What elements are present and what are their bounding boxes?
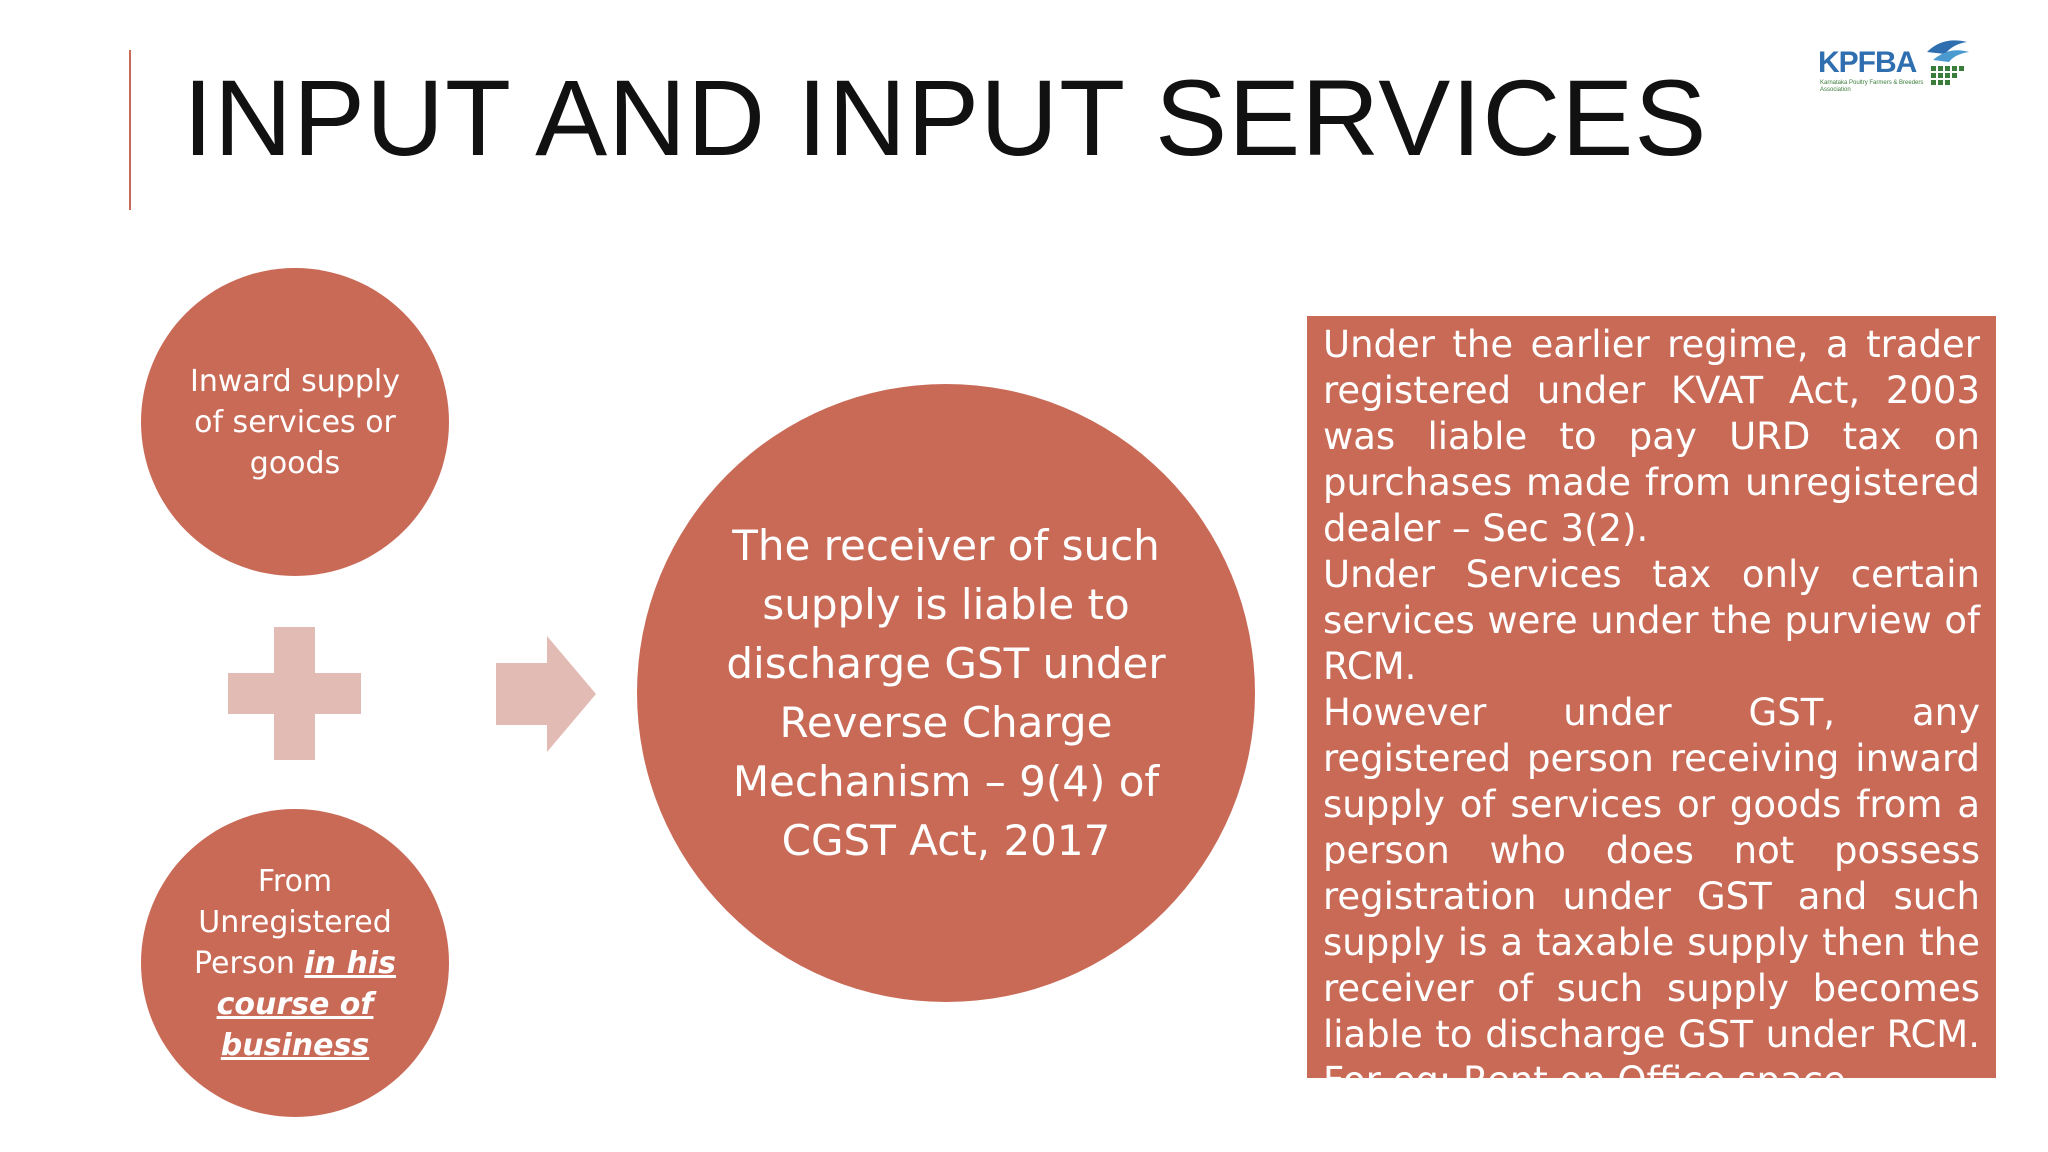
kpfba-logo <box>1818 34 1968 104</box>
inward-supply-circle <box>141 268 449 576</box>
title-accent-line <box>129 50 131 210</box>
logo-subtext: Karnataka Poultry Farmers & Breeders Association <box>1820 80 1924 93</box>
unregistered-person-prefix: From Unregistered Person <box>194 863 392 981</box>
logo-emblem-icon <box>1923 34 1973 96</box>
reverse-charge-circle <box>637 384 1255 1002</box>
unregistered-person-text <box>185 861 405 1066</box>
logo-text: KPFBA <box>1818 46 1917 79</box>
plus-icon <box>228 627 361 760</box>
paragraph-earlier-regime: Under the earlier regime, a trader registered under KVAT Act, 2003 was liable to pay URD tax on purchases made from unregistered dealer – Sec 3(2). <box>1323 323 1980 550</box>
inward-supply-text: Inward supply of services or goods <box>190 363 400 481</box>
right-arrow-icon <box>496 636 596 752</box>
paragraph-service-tax: Under Services tax only certain services were under the purview of RCM. <box>1323 553 1980 688</box>
paragraph-under-gst: However under GST, any registered person receiving inward supply of services or goods from a person who does not possess registration under GST and such supply is a taxable supply then the receiver of such supply becomes liable to discharge GST under RCM. For eg: Rent on Office space <box>1323 691 1980 1102</box>
unregistered-person-circle <box>141 809 449 1117</box>
reverse-charge-text: The receiver of such supply is liable to discharge GST under Reverse Charge Mechanism – 9(4) of CGST Act, 2017 <box>726 521 1166 865</box>
explanation-body <box>1323 322 1980 1104</box>
slide-title: INPUT AND INPUT SERVICES <box>183 57 1708 178</box>
course-of-business-emphasis: in his course of business <box>216 945 396 1063</box>
explanation-text-box <box>1307 316 1996 1102</box>
